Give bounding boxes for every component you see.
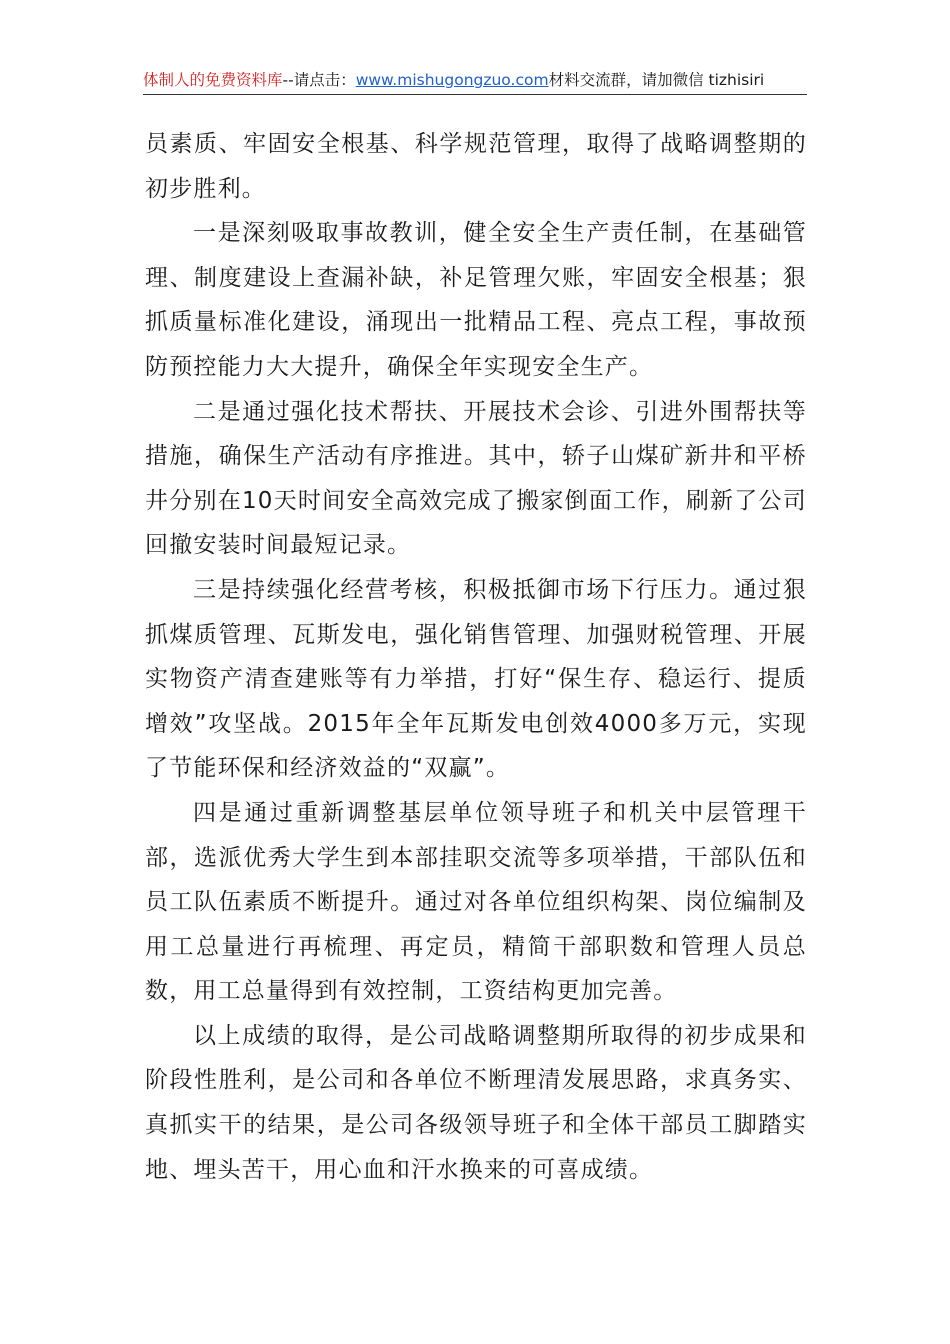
paragraph-point-four: 四是通过重新调整基层单位领导班子和机关中层管理干部，选派优秀大学生到本部挂职交流等多项举措，干部队伍和员工队伍素质不断提升。通过对各单位组织构架、岗位编制及用工总量进行再梳理、再定员，精简干部职数和管理人员总数，用工总量得到有效控制，工资结构更加完善。 <box>145 799 807 1005</box>
paragraph-conclusion: 以上成绩的取得，是公司战略调整期所取得的初步成果和阶段性胜利，是公司和各单位不断理清发展思路，求真务实、真抓实干的结果，是公司各级领导班子和全体干部员工脚踏实地、埋头苦干，用心血和汗水换来的可喜成绩。 <box>145 1022 807 1183</box>
header-contact: 材料交流群，请加微信 tizhisiri <box>548 71 765 89</box>
paragraph-continuation: 员素质、牢固安全根基、科学规范管理，取得了战略调整期的初步胜利。 <box>145 131 807 202</box>
page-header <box>143 68 807 95</box>
header-link[interactable]: www.mishugongzuo.com <box>355 71 549 89</box>
paragraph-point-one: 一是深刻吸取事故教训，健全安全生产责任制，在基础管理、制度建设上查漏补缺，补足管理欠账，牢固安全根基；狠抓质量标准化建设，涌现出一批精品工程、亮点工程，事故预防预控能力大大提升，确保全年实现安全生产。 <box>145 220 807 380</box>
paragraph-point-three: 三是持续强化经营考核，积极抵御市场下行压力。通过狠抓煤质管理、瓦斯发电，强化销售管理、加强财税管理、开展实物资产清查建账等有力举措，打好“保生存、稳运行、提质增效”攻坚战。2015年全年瓦斯发电创效4000多万元，实现了节能环保和经济效益的“双赢”。 <box>145 576 807 782</box>
header-prompt: --请点击： <box>282 71 356 89</box>
paragraph-point-two: 二是通过强化技术帮扶、开展技术会诊、引进外围帮扶等措施，确保生产活动有序推进。其中，轿子山煤矿新井和平桥井分别在10天时间安全高效完成了搬家倒面工作，刷新了公司回撤安装时间最短记录。 <box>145 398 807 559</box>
header-brand: 体制人的免费资料库 <box>143 71 283 89</box>
document-body <box>145 122 807 1192</box>
